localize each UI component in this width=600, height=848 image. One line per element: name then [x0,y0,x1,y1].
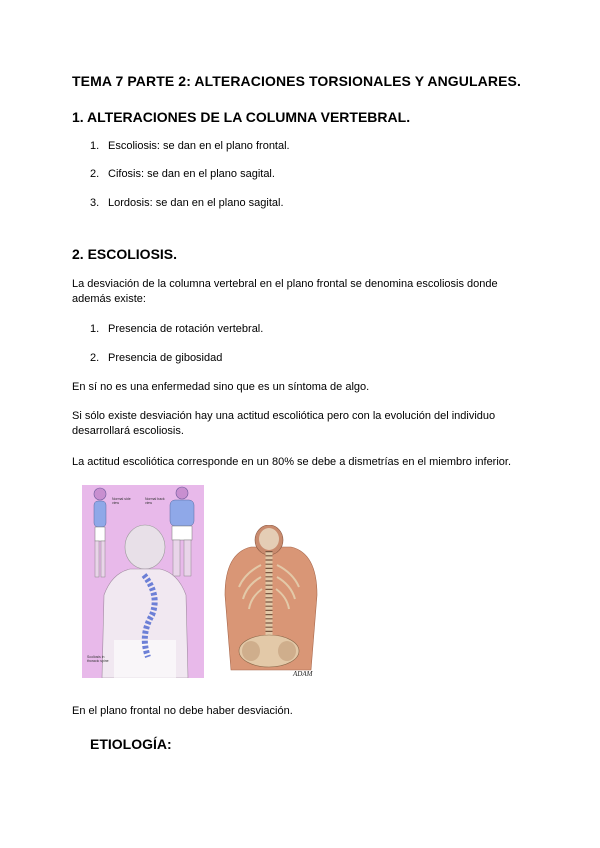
list-item: 2. Presencia de gibosidad [90,352,223,364]
section-heading-1: 1. ALTERACIONES DE LA COLUMNA VERTEBRAL. [72,109,411,125]
list-item: 1. Escoliosis: se dan en el plano frontal. [90,140,290,152]
page-title: TEMA 7 PARTE 2: ALTERACIONES TORSIONALES Y ANGULARES. [72,73,521,89]
label-normal-side: Normal side view [112,497,131,505]
section-heading-2: 2. ESCOLIOSIS. [72,246,178,262]
adam-credit: ADAM [293,670,313,678]
scoliosis-illustration [82,485,204,678]
list-item: 2. Cifosis: se dan en el plano sagital. [90,168,275,180]
list-item: 1. Presencia de rotación vertebral. [90,323,264,335]
paragraph-plano-frontal: En el plano frontal no debe haber desviación. [72,705,293,717]
spine-illustration [221,525,321,680]
paragraph-dismetrias: La actitud escoliótica corresponde en un 80% se debe a dismetrías en el miembro inferior. [72,456,512,468]
label-scoliosis: Scoliosis in thoracic spine [87,655,109,663]
intro-paragraph: La desviación de la columna vertebral en el plano frontal se denomina escoliosis donde además existe: [72,278,498,305]
list-item: 3. Lordosis: se dan en el plano sagital. [90,197,284,209]
label-normal-back: Normal back view [145,497,165,505]
spine-drawing [221,525,321,680]
paragraph-sintoma: En sí no es una enfermedad sino que es un síntoma de algo. [72,381,370,393]
scoliosis-drawing [82,485,204,678]
etiologia-heading: ETIOLOGÍA: [90,736,172,752]
paragraph-actitud: Si sólo existe desviación hay una actitud escoliótica pero con la evolución del individuo desarrollará escoliosis. [72,410,496,437]
